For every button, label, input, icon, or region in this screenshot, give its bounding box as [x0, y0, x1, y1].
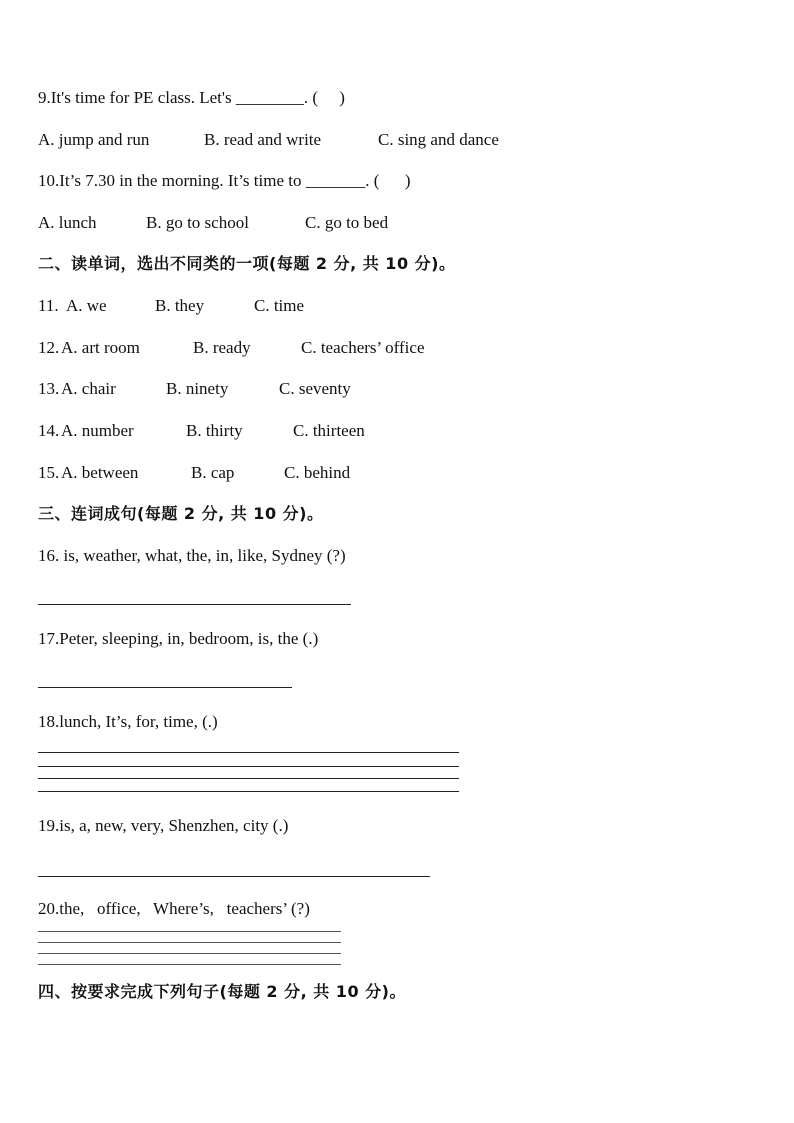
question-15-option-a: A. between — [61, 463, 139, 482]
question-11-number: 11. — [38, 296, 59, 315]
question-15-number: 15. — [38, 463, 60, 482]
question-14-option-c: C. thirteen — [293, 421, 365, 440]
question-9-option-b: B. read and write — [204, 130, 322, 149]
question-18-answer-line-4[interactable] — [38, 791, 459, 792]
question-10-option-b: B. go to school — [146, 213, 249, 232]
question-16-words: 16. is, weather, what, the, in, like, Sydney (?) — [38, 546, 346, 565]
question-12-option-c: C. teachers’ office — [301, 338, 425, 357]
question-19-answer-line[interactable] — [38, 876, 430, 877]
question-13-option-a: A. chair — [61, 379, 116, 398]
question-11-option-a: A. we — [66, 296, 107, 315]
question-17-words: 17.Peter, sleeping, in, bedroom, is, the (.) — [38, 629, 319, 648]
question-9-option-c: C. sing and dance — [378, 130, 499, 149]
question-18-answer-line-2[interactable] — [38, 766, 459, 767]
section-3-heading: 三、连词成句(每题 2 分, 共 10 分)。 — [38, 504, 324, 523]
question-12-number: 12. — [38, 338, 60, 357]
question-14-option-b: B. thirty — [186, 421, 243, 440]
question-17-answer-line[interactable] — [38, 687, 292, 688]
question-13-option-c: C. seventy — [279, 379, 351, 398]
question-9-option-a: A. jump and run — [38, 130, 150, 149]
question-18-words: 18.lunch, It’s, for, time, (.) — [38, 712, 218, 731]
question-18-answer-line-1[interactable] — [38, 752, 459, 753]
section-2-heading: 二、读单词，选出不同类的一项(每题 2 分, 共 10 分)。 — [38, 254, 456, 273]
question-20-answer-line-1[interactable] — [38, 931, 341, 932]
question-10-option-a: A. lunch — [38, 213, 97, 232]
question-14-option-a: A. number — [61, 421, 134, 440]
section-4-heading: 四、按要求完成下列句子(每题 2 分, 共 10 分)。 — [38, 982, 406, 1001]
question-11-option-c: C. time — [254, 296, 305, 315]
question-12-option-b: B. ready — [193, 338, 251, 357]
question-20-words: 20.the, office, Where’s, teachers’ (?) — [38, 899, 310, 918]
question-10-stem: 10.It’s 7.30 in the morning. It’s time to _______. ( ) — [38, 171, 411, 190]
question-12-option-a: A. art room — [61, 338, 140, 357]
question-11-option-b: B. they — [155, 296, 205, 315]
question-13-option-b: B. ninety — [166, 379, 229, 398]
question-16-answer-line[interactable] — [38, 604, 351, 605]
question-18-answer-line-3[interactable] — [38, 778, 459, 779]
question-14-number: 14. — [38, 421, 60, 440]
question-10-option-c: C. go to bed — [305, 213, 389, 232]
question-20-answer-line-3[interactable] — [38, 953, 341, 954]
question-9-stem: 9.It's time for PE class. Let's ________. ( ) — [38, 88, 345, 107]
question-20-answer-line-4[interactable] — [38, 964, 341, 965]
question-19-words: 19.is, a, new, very, Shenzhen, city (.) — [38, 816, 289, 835]
question-20-answer-line-2[interactable] — [38, 942, 341, 943]
question-13-number: 13. — [38, 379, 60, 398]
question-15-option-c: C. behind — [284, 463, 351, 482]
question-15-option-b: B. cap — [191, 463, 235, 482]
